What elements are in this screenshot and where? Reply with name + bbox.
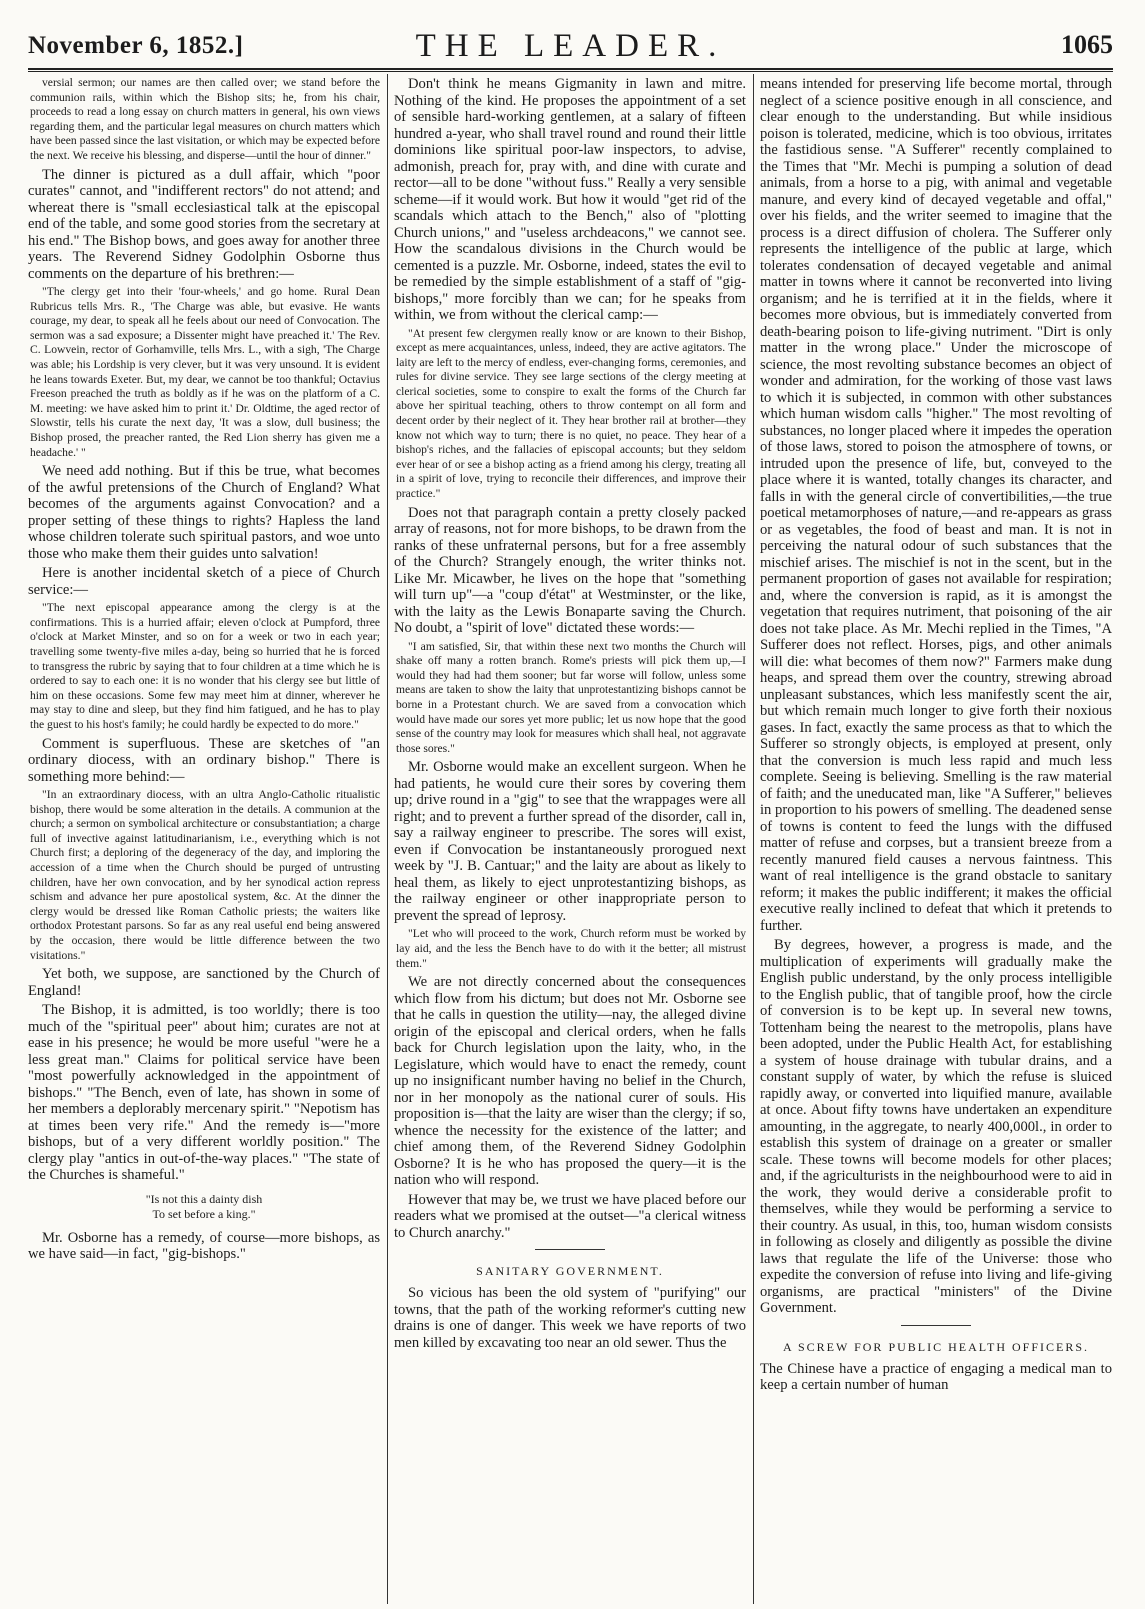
article-paragraph: We are not directly concerned about the consequences which flow from his dictum; but does not Mr. Osborne see that he calls in question the utility—nay, the alleged divine origin of the episcopal and clerical orders, when he falls back for Church legislation upon the laity, who, in the Legislature, which would have to enact the remedy, count up no insignificant number having no belief in the Church, nor in her monopoly as the national curer of souls. His proposition is—that the laity are wiser than the clergy; if so, whence the necessity for the existence of the latter; and chief among them, of the Reverend Sidney Godolphin Osborne? It is he who has proposed the query—it is the nation who will respond. xyxy=(394,974,746,1189)
section-rule xyxy=(901,1325,971,1326)
section-heading: A SCREW FOR PUBLIC HEALTH OFFICERS. xyxy=(782,1339,1090,1354)
issue-date: November 6, 1852.] xyxy=(28,32,244,59)
masthead-rule xyxy=(28,71,1113,72)
article-paragraph: We need add nothing. But if this be true, what becomes of the awful pretensions of the Church of England? What becomes of the arguments against Convocation? and a proper setting of these things to rights? Hapless the land whose children tolerate such spiritual pastors, and woe unto those who make them their guides unto salvation! xyxy=(28,463,380,562)
column-right xyxy=(760,76,1112,1601)
article-paragraph: The Chinese have a practice of engaging a medical man to keep a certain number of human xyxy=(760,1360,1112,1393)
article-paragraph: However that may be, we trust we have placed before our readers what we promised at the outset—"a clerical witness to Church anarchy." xyxy=(394,1191,746,1241)
section-heading: SANITARY GOVERNMENT. xyxy=(476,1264,664,1279)
newspaper-title: THE LEADER. xyxy=(415,28,726,64)
column-divider xyxy=(387,74,388,1604)
quoted-paragraph: "I am satisfied, Sir, that within these next two months the Church will shake off many a rotten branch. Rome's priests will pick them up,—I would they had had them sooner; but far worse will follow, unless some means are taken to show the laity that unprotestantizing bishops cannot be borne in a Protestant church. We are saved from a convocation which would have made our sores yet more public; let us now hope that the good sense of the country may look for measures which shall heal, not aggravate those sores." xyxy=(396,639,746,755)
article-paragraph: Don't think he means Gigmanity in lawn and mitre. Nothing of the kind. He proposes the appointment of a set of sensible hard-working gentlemen, at a salary of fifteen hundred a-year, who shall travel round and round their little dominions like spiritual poor-law inspectors, to advise, admonish, preach for, pray with, and dine with curate and rector—all to be done "without fuss." Really a very sensible scheme—if it would work. But how it would "get rid of the scandals which attach to the Bench," also of "plotting Church unions," and "useless archdeacons," we cannot see. How the scandalous divisions in the Church would be cemented is a puzzle. Mr. Osborne, indeed, states the evil to be remedied by the simple establishment of a staff of "gig-bishops," more forcibly than we can; for he speaks from within, we from without the clerical camp:— xyxy=(394,76,746,323)
section-rule xyxy=(535,1249,605,1250)
article-paragraph: Does not that paragraph contain a pretty closely packed array of reasons, not for more bishops, to be drawn from the ranks of these unfraternal persons, but for a free assembly of the Church? Strangely enough, the writer thinks not. Like Mr. Micawber, he lives on the hope that "something will turn up"—a "coup d'état" at Westminster, or the like, with the laity as the Lewis Bonaparte saving the Church. No doubt, a "spirit of love" dictated these words:— xyxy=(394,504,746,637)
column-divider xyxy=(753,74,754,1604)
verse-quote xyxy=(28,1192,380,1222)
quoted-paragraph: versial sermon; our names are then called over; we stand before the communion rails, within which the Bishop sits; he, from his chair, proceeds to read a long essay on church matters in general, his own views regarding them, and the particular legal measures on church matters which have been passed since the last visitation, or which may be expected before the next. We receive his blessing, and disperse—until the hour of dinner." xyxy=(30,76,380,162)
article-paragraph: The dinner is pictured as a dull affair, which "poor curates" cannot, and "indifferent rectors" do not attend; and whereat there is "small ecclesiastical talk at the episcopal end of the table, and some good stories from the secretary at his end." The Bishop bows, and goes away for another three years. The Reverend Sidney Godolphin Osborne thus comments on the departure of his brethren:— xyxy=(28,166,380,282)
article-paragraph: Here is another incidental sketch of a piece of Church service:— xyxy=(28,565,380,598)
article-paragraph: So vicious has been the old system of "purifying" our towns, that the path of the working reformer's cutting new drains is one of danger. This week we have reports of two men killed by excavating too near an old sewer. Thus the xyxy=(394,1285,746,1351)
verse-line: "Is not this a dainty dish xyxy=(145,1191,263,1206)
masthead xyxy=(28,22,1113,70)
quoted-paragraph: "At present few clergymen really know or are known to their Bishop, except as mere acquaintances, unless, indeed, they are active agitators. The laity are left to the mercy of endless, ever-changing forms, ceremonies, and rules for divine service. They see large sections of the clergy meeting at clerical societies, some to conspire to exalt the forms of the Church far above her spiritual teaching, others to throw contempt on all form and decent order by their neglect of it. They hear brother rail at brother—they know not which way to turn; there is no quiet, no peace. They hear of a bishop's riches, and the fallacies of episcopal accounts; but they seldom ever hear of or see a bishop acting as a friend among his clergy, treating all in a spirit of love, trying to reconcile their differences, and improve their practice." xyxy=(396,326,746,501)
column-middle xyxy=(394,76,746,1601)
quoted-paragraph: "In an extraordinary diocess, with an ultra Anglo-Catholic ritualistic bishop, there would be some alteration in the details. A communion at the church; a sermon on symbolical architecture or consubstantiation; a charge full of invective against latitudinarianism, i.e., everything which is not Church first; a deploring of the degeneracy of the day, and imploring the accession of a time when the Church should be purged of untrusting children, have her own convocation, and by her synodical action repress schism and advance her pure apostolical system, &c. At the dinner the clergy would be dressed like Roman Catholic priests; the waiters like orthodox Protestant parsons. So far as any real useful end being answered by the occasion, there would be little difference between the two visitations." xyxy=(30,788,380,962)
article-paragraph: Yet both, we suppose, are sanctioned by the Church of England! xyxy=(28,966,380,999)
column-left xyxy=(28,76,380,1601)
article-paragraph: Comment is superfluous. These are sketches of "an ordinary diocess, with an ordinary bishop." There is something more behind:— xyxy=(28,735,380,785)
article-paragraph: means intended for preserving life become mortal, through neglect of a science positive enough in all conscience, and clear enough to the understanding. But while insidious poison is tolerated, medicine, which is too obvious, irritates the fastidious sense. "A Sufferer" recently complained to the Times that "Mr. Mechi is pumping a solution of dead animals, from a horse to a pig, with animal and vegetable manure, and every kind of decayed vegetable and offal," over his fields, and the writer seemed to imagine that the process is a direct diffusion of cholera. The Sufferer only represents the intelligence of the public at large, which tolerates condensation of decayed vegetable and animal matter in towns where it cannot be reconverted into living organism; and he is terrified at it in the fields, where it becomes more obvious, but is immediately converted from death-bearing poison to life-giving nutriment. "Dirt is only matter in the wrong place." Under the microscope of science, the most revolting substance becomes an object of wonder and admiration, for the working of those vast laws to which it is subjected, in common with other substances which human wisdom calls "higher." The most revolting of substances, no longer placed where it impedes the operation of those laws, stored to poison the atmosphere of towns, or intruded upon the presence of life, but, conveyed to the place where it is wanted, totally changes its character, and falls in with the general circle of convertibilities,—the true poetical metamorphoses of nature,—and re-appears as grass or as vegetables, the food of beast and man. It is not in perceiving the natural odour of such substances that the mischief arises. The mischief is not in the scent, but in the permanent proportion of gases not available for respiration; and, where the conversion is rapid, as it is amongst the vegetation that requires nutriment, that poisoning of the air does not take place. As Mr. Mechi replied in the Times, "A Sufferer does not reflect. Horses, pigs, and other animals will die: what becomes of them now?" Farmers make dung heaps, and spread them over the country, strewing abroad unpleasant substances, which less manifestly scent the air, but which remain much longer to give forth their noxious gases. In fact, exactly the same process as that to which the Sufferer so strongly objects, is employed at present, only that the conversion is much less rapid and much less complete. Seeing is believing. Smelling is the raw material of faith; and the uneducated man, like "A Sufferer," believes in proportion to his powers of smelling. The deadened sense of towns is content to feed the lungs with the diffused matter of refuse and corpses, but a transient breeze from a recently manured field causes a nervous faintness. This want of real intelligence is the grand obstacle to sanitary reform; it makes the public indifferent; it makes the official executive really inclined to defeat that which it pretends to further. xyxy=(760,76,1112,934)
quoted-paragraph: "The next episcopal appearance among the clergy is at the confirmations. This is a hurried affair; eleven o'clock at Pumpford, three o'clock at Market Minster, and so on for a week or two in each year; travelling some twenty-five miles a-day, being so hurried that he is forced to transgress the rubric by saying that to four children at a time which he is ordered to say to each one: it is no wonder that his clergy see but little of him on these occasions. Some few may meet him at dinner, wherever he may stay to dine and sleep, but they find him fatigued, and he has to play the guest to his host's family; he could hardly be expected to do more." xyxy=(30,601,380,731)
article-paragraph: By degrees, however, a progress is made, and the multiplication of experiments will gradually make the English public understand, by the only process intelligible to the English public, that of tangible proof, how the circle of conversion is to be kept up. In several new towns, Tottenham being the nearest to the metropolis, plans have been adopted, under the Public Health Act, for establishing a system of house drainage with tubular drains, and a constant supply of water, by which the refuse is sluiced rapidly away, or converted into liquified manure, available at once. About fifty towns have undertaken an expenditure amounting, in the aggregate, to nearly 400,000l., in order to establish this system of drainage on a greater or smaller scale. These towns will become models for other places; and, if the agriculturists in the neighbourhood were to aid in the work, they would derive a considerable profit to themselves, while they would be performing a service to their country. As usual, in this, too, human wisdom consists in following as closely and diligently as possible the divine laws that regulate the life of the Universe: those who expedite the conversion of refuse into living and life-giving organisms, are practical "ministers" of the Divine Government. xyxy=(760,937,1112,1316)
article-paragraph: The Bishop, it is admitted, is too worldly; there is too much of the "spiritual peer" about him; curates are not at ease in his presence; he would be more useful "were he a less great man." Claims for political service have been "most powerfully acknowledged in the appointment of bishops." "The Bench, even of late, has shown in some of her members a deplorably mercenary spirit." "Nepotism has at times been very rife." And the remedy is—"more bishops, but of a very different worldly position." The clergy play "antics in out-of-the-way places." "The state of the Churches is shameful." xyxy=(28,1002,380,1184)
quoted-paragraph: "Let who will proceed to the work, Church reform must be worked by lay aid, and the less the Bench have to do with it the better; all mistrust them." xyxy=(396,927,746,970)
article-paragraph: Mr. Osborne would make an excellent surgeon. When he had patients, he would cure their sores by covering them up; drive round in a "gig" to see that the wrappages were all right; and to prevent a further spread of the disorder, call in, say a railway engineer to prescribe. The sores will exist, even if Convocation be instantaneously prorogued next week by "J. B. Cantuar;" and the laity are about as likely to heal them, as likely to eject unprotestantizing bishops, as the railway engineer or other inappropriate person to prevent the spread of leprosy. xyxy=(394,759,746,924)
page-number: 1065 xyxy=(1061,30,1113,59)
quoted-paragraph: "The clergy get into their 'four-wheels,' and go home. Rural Dean Rubricus tells Mrs. R., 'The Charge was able, but evasive. He wants courage, my dear, to speak all he feels about our need of Convocation. The sermon was a sad exposure; a Dissenter might have preached it.' The Rev. C. Lowvein, rector of Gorhamville, tells Mrs. L., with a sigh, 'The Charge was able; his Lordship is very clever, but it was very unsound. It is evident he leans towards Exeter. But, my dear, we cannot be too thankful; Octavius Freeson preached the truth as boldly as if he was on the platform of a C. M. meeting: we have asked him to print it.' Dr. Oldtime, the aged rector of Slowstir, tells his curate the next day, 'It was a slow, dull business; the Bishop prosed, the preacher ranted, the Red Lion sherry has given me a headache.' " xyxy=(30,285,380,459)
verse-line: To set before a king." xyxy=(152,1206,256,1221)
article-paragraph: Mr. Osborne has a remedy, of course—more bishops, as we have said—in fact, "gig-bishops." xyxy=(28,1229,380,1263)
